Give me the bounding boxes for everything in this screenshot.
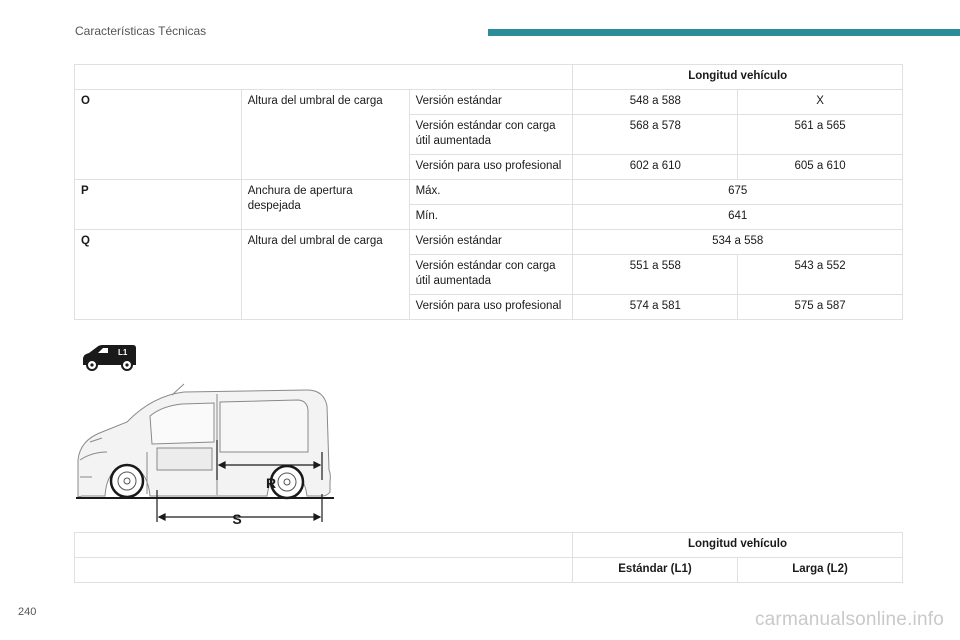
- svg-text:L1: L1: [118, 348, 128, 357]
- value-cell: 534 a 558: [573, 230, 903, 255]
- value-cell: 561 a 565: [738, 115, 903, 155]
- variant-label: Versión estándar con carga útil aumentada: [409, 255, 573, 295]
- value-cell: 675: [573, 180, 903, 205]
- header-accent-bar: [488, 29, 960, 36]
- value-cell: X: [738, 90, 903, 115]
- value-cell: 574 a 581: [573, 295, 738, 320]
- value-cell: 575 a 587: [738, 295, 903, 320]
- column-header-long: Larga (L2): [738, 558, 903, 583]
- variant-label: Versión para uso profesional: [409, 295, 573, 320]
- value-cell: 641: [573, 205, 903, 230]
- table-header-vehicle-length: Longitud vehículo: [573, 65, 903, 90]
- variant-label: Mín.: [409, 205, 573, 230]
- table-header-vehicle-length: Longitud vehículo: [573, 533, 903, 558]
- dimensions-table: [74, 64, 903, 320]
- table-row: [75, 230, 903, 255]
- variant-label: Versión para uso profesional: [409, 155, 573, 180]
- page-number: 240: [18, 606, 37, 618]
- column-header-standard: Estándar (L1): [573, 558, 738, 583]
- row-code: P: [75, 180, 242, 230]
- dimension-label-r: R: [266, 475, 277, 491]
- row-code: Q: [75, 230, 242, 320]
- variant-label: Versión estándar: [409, 90, 573, 115]
- value-cell: 568 a 578: [573, 115, 738, 155]
- row-description: Altura del umbral de carga: [241, 90, 409, 180]
- row-description: Anchura de apertura despejada: [241, 180, 409, 230]
- dimension-label-s: S: [232, 511, 242, 524]
- value-cell: 602 a 610: [573, 155, 738, 180]
- length-table: [74, 532, 903, 583]
- row-description: Altura del umbral de carga: [241, 230, 409, 320]
- section-title: Características Técnicas: [75, 24, 207, 38]
- watermark: carmanualsonline.info: [754, 609, 944, 630]
- value-cell: 543 a 552: [738, 255, 903, 295]
- value-cell: 605 a 610: [738, 155, 903, 180]
- table-row: [75, 180, 903, 205]
- row-code: O: [75, 90, 242, 180]
- van-icon: [80, 344, 138, 372]
- table-header-row: [75, 65, 903, 90]
- variant-label: Versión estándar con carga útil aumentada: [409, 115, 573, 155]
- table-header-row: [75, 533, 903, 558]
- value-cell: 551 a 558: [573, 255, 738, 295]
- value-cell: 548 a 588: [573, 90, 738, 115]
- variant-label: Máx.: [409, 180, 573, 205]
- van-side-diagram: [72, 382, 342, 524]
- variant-label: Versión estándar: [409, 230, 573, 255]
- table-header-row: [75, 558, 903, 583]
- table-row: [75, 90, 903, 115]
